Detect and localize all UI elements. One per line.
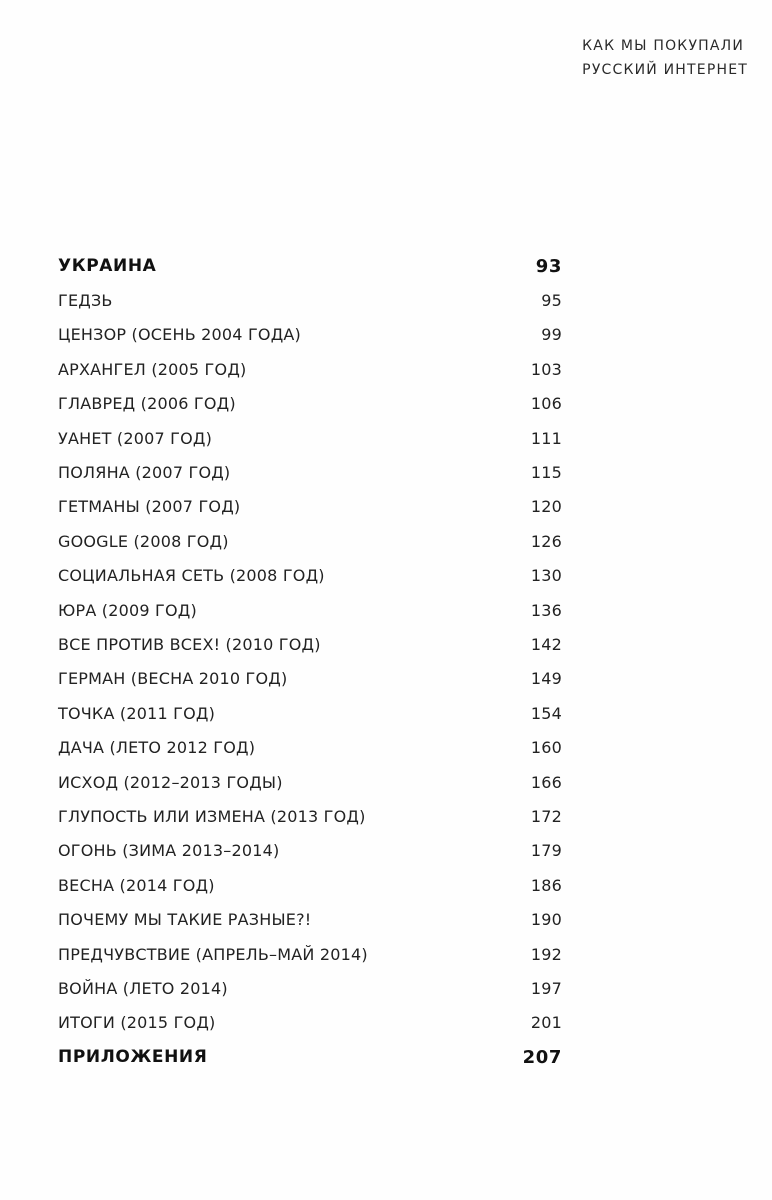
toc-chapter-row: [58, 902, 564, 936]
toc-entry-page-number: 149: [530, 669, 562, 689]
toc-entry-title: АРХАНГЕЛ (2005 ГОД): [58, 359, 247, 379]
running-head: [582, 34, 748, 82]
toc-entry-page-number: 126: [530, 531, 562, 551]
running-head-line-2: РУССКИЙ ИНТЕРНЕТ: [582, 62, 748, 78]
toc-entry-page-number: 106: [530, 394, 562, 414]
toc-entry-page-number: 201: [530, 1013, 562, 1033]
toc-entry-title: ВОЙНА (ЛЕТО 2014): [58, 978, 228, 998]
toc-entry-title: ГЕДЗЬ: [58, 291, 113, 311]
toc-entry-title: ИТОГИ (2015 ГОД): [58, 1013, 216, 1033]
toc-chapter-row: [58, 937, 564, 971]
toc-entry-title: GOOGLE (2008 ГОД): [58, 531, 229, 551]
toc-entry-page-number: 154: [530, 703, 562, 723]
running-head-line-1: КАК МЫ ПОКУПАЛИ: [582, 38, 745, 54]
toc-chapter-row: [58, 352, 564, 386]
toc-chapter-row: [58, 283, 564, 317]
toc-entry-title: ПОЛЯНА (2007 ГОД): [58, 463, 231, 483]
toc-entry-title: ТОЧКА (2011 ГОД): [58, 703, 216, 723]
toc-chapter-row: [58, 455, 564, 489]
toc-entry-title: СОЦИАЛЬНАЯ СЕТЬ (2008 ГОД): [58, 566, 325, 586]
toc-chapter-row: [58, 662, 564, 696]
toc-chapter-row: [58, 730, 564, 764]
toc-section-row: [58, 1040, 564, 1074]
toc-entry-title: УАНЕТ (2007 ГОД): [58, 428, 213, 448]
toc-entry-title: ПОЧЕМУ МЫ ТАКИЕ РАЗНЫЕ?!: [58, 910, 312, 930]
toc-entry-title: ГЕРМАН (ВЕСНА 2010 ГОД): [58, 669, 288, 689]
toc-entry-title: ГЛАВРЕД (2006 ГОД): [58, 394, 236, 414]
toc-chapter-row: [58, 593, 564, 627]
toc-section-row: [58, 249, 564, 283]
toc-entry-page-number: 142: [530, 634, 562, 654]
toc-entry-page-number: 115: [530, 463, 562, 483]
toc-entry-title: ИСХОД (2012–2013 ГОДЫ): [58, 772, 283, 792]
toc-entry-page-number: 192: [530, 944, 562, 964]
table-of-contents: [58, 249, 564, 1074]
toc-chapter-row: [58, 834, 564, 868]
toc-entry-page-number: 99: [541, 325, 562, 345]
toc-entry-page-number: 130: [530, 566, 562, 586]
toc-entry-page-number: 136: [530, 600, 562, 620]
toc-entry-title: ПРИЛОЖЕНИЯ: [58, 1047, 208, 1068]
toc-chapter-row: [58, 971, 564, 1005]
toc-chapter-row: [58, 318, 564, 352]
toc-chapter-row: [58, 559, 564, 593]
toc-entry-title: ВСЕ ПРОТИВ ВСЕХ! (2010 ГОД): [58, 634, 321, 654]
toc-entry-page-number: 197: [530, 978, 562, 998]
toc-entry-title: ГЛУПОСТЬ ИЛИ ИЗМЕНА (2013 ГОД): [58, 806, 366, 826]
toc-entry-page-number: 190: [530, 910, 562, 930]
toc-entry-page-number: 95: [541, 291, 562, 311]
toc-chapter-row: [58, 524, 564, 558]
toc-chapter-row: [58, 387, 564, 421]
toc-entry-page-number: 179: [530, 841, 562, 861]
toc-entry-page-number: 93: [535, 255, 562, 277]
toc-entry-page-number: 111: [530, 428, 562, 448]
toc-chapter-row: [58, 799, 564, 833]
toc-chapter-row: [58, 490, 564, 524]
toc-entry-page-number: 166: [530, 772, 562, 792]
toc-entry-page-number: 186: [530, 875, 562, 895]
toc-entry-page-number: 207: [522, 1046, 562, 1068]
toc-chapter-row: [58, 627, 564, 661]
toc-entry-title: УКРАИНА: [58, 256, 157, 277]
toc-chapter-row: [58, 1006, 564, 1040]
toc-entry-title: ПРЕДЧУВСТВИЕ (АПРЕЛЬ–МАЙ 2014): [58, 944, 368, 964]
toc-entry-title: ЦЕНЗОР (ОСЕНЬ 2004 ГОДА): [58, 325, 302, 345]
toc-entry-title: ГЕТМАНЫ (2007 ГОД): [58, 497, 241, 517]
toc-chapter-row: [58, 696, 564, 730]
toc-entry-title: ОГОНЬ (ЗИМА 2013–2014): [58, 841, 280, 861]
toc-chapter-row: [58, 421, 564, 455]
toc-entry-title: ЮРА (2009 ГОД): [58, 600, 197, 620]
toc-chapter-row: [58, 765, 564, 799]
toc-entry-page-number: 103: [530, 359, 562, 379]
toc-entry-title: ДАЧА (ЛЕТО 2012 ГОД): [58, 738, 256, 758]
toc-entry-page-number: 172: [530, 806, 562, 826]
toc-entry-page-number: 120: [530, 497, 562, 517]
toc-entry-page-number: 160: [530, 738, 562, 758]
toc-chapter-row: [58, 868, 564, 902]
toc-entry-title: ВЕСНА (2014 ГОД): [58, 875, 215, 895]
